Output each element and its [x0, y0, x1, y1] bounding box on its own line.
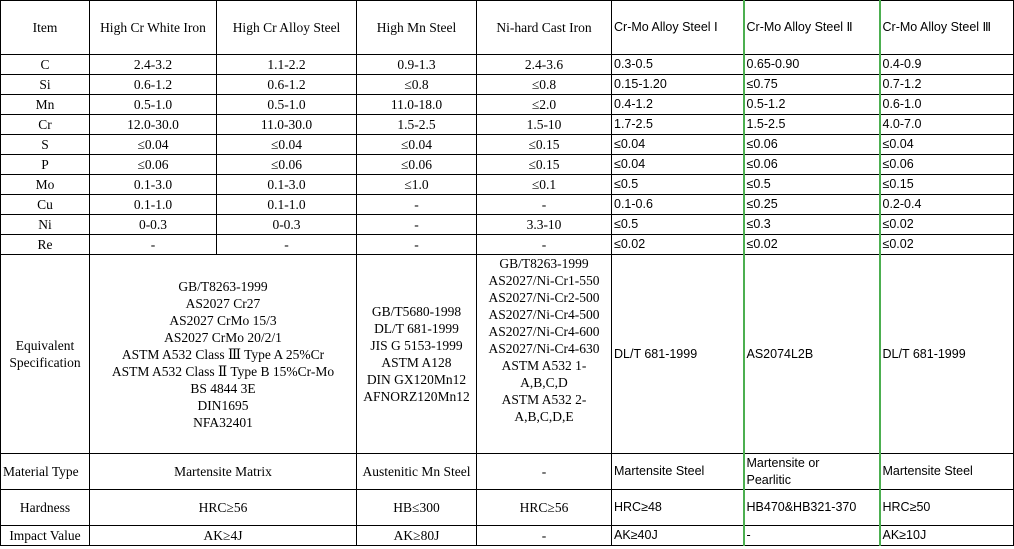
composition-value: ≤1.0 — [357, 175, 477, 195]
high-cr-spec-list: GB/T8263-1999 AS2027 Cr27 AS2027 CrMo 15/3 AS2027 CrMo 20/2/1 ASTM A532 Class Ⅲ Type A 25%Cr ASTM A532 Class Ⅱ Type B 15%Cr-Mo BS 4844 3E DIN1695 NFA32401 — [90, 255, 357, 454]
composition-value: ≤0.8 — [477, 75, 612, 95]
composition-row — [1, 195, 1014, 215]
composition-value: 0-0.3 — [90, 215, 217, 235]
composition-value: ≤0.06 — [744, 155, 880, 175]
value-cell: HRC≥50 — [880, 490, 1014, 526]
composition-row — [1, 55, 1014, 75]
value-cell: AK≥4J — [90, 526, 357, 546]
composition-value: 1.5-2.5 — [357, 115, 477, 135]
composition-value: 0.7-1.2 — [880, 75, 1014, 95]
value-cell: HRC≥56 — [477, 490, 612, 526]
composition-row — [1, 115, 1014, 135]
element-label: Ni — [1, 215, 90, 235]
composition-row — [1, 95, 1014, 115]
value-cell: - — [477, 526, 612, 546]
composition-value: ≤0.75 — [744, 75, 880, 95]
composition-value: 0-0.3 — [217, 215, 357, 235]
composition-value: ≤0.3 — [744, 215, 880, 235]
row-label: Material Type — [1, 454, 90, 490]
value-cell: AK≥80J — [357, 526, 477, 546]
value-cell: - — [744, 526, 880, 546]
composition-value: ≤0.5 — [612, 175, 744, 195]
composition-value: 12.0-30.0 — [90, 115, 217, 135]
composition-value: ≤0.02 — [612, 235, 744, 255]
value-cell: Martensite Matrix — [90, 454, 357, 490]
element-label: Cu — [1, 195, 90, 215]
composition-value: ≤0.02 — [880, 215, 1014, 235]
header-cell: Item — [1, 1, 90, 55]
composition-value: 11.0-18.0 — [357, 95, 477, 115]
element-label: Re — [1, 235, 90, 255]
composition-value: 0.6-1.2 — [217, 75, 357, 95]
composition-value: 0.6-1.0 — [880, 95, 1014, 115]
composition-value: ≤0.04 — [612, 135, 744, 155]
element-label: Mn — [1, 95, 90, 115]
crmo2-spec: AS2074L2B — [744, 255, 880, 454]
crmo1-spec: DL/T 681-1999 — [612, 255, 744, 454]
composition-value: ≤0.15 — [477, 135, 612, 155]
composition-value: ≤0.04 — [217, 135, 357, 155]
value-cell: HRC≥48 — [612, 490, 744, 526]
value-cell: HB470&HB321-370 — [744, 490, 880, 526]
composition-value: ≤0.06 — [217, 155, 357, 175]
element-label: P — [1, 155, 90, 175]
value-cell: Martensite Steel — [880, 454, 1014, 490]
composition-value: ≤0.5 — [612, 215, 744, 235]
composition-value: 0.1-1.0 — [217, 195, 357, 215]
composition-value: ≤0.5 — [744, 175, 880, 195]
value-cell: Martensite or Pearlitic — [744, 454, 880, 490]
composition-value: - — [357, 235, 477, 255]
composition-value: ≤0.06 — [90, 155, 217, 175]
composition-value: ≤0.04 — [880, 135, 1014, 155]
element-label: S — [1, 135, 90, 155]
element-label: Mo — [1, 175, 90, 195]
composition-value: ≤0.06 — [357, 155, 477, 175]
composition-value: 0.4-1.2 — [612, 95, 744, 115]
composition-value: 0.65-0.90 — [744, 55, 880, 75]
composition-row — [1, 175, 1014, 195]
value-cell: Martensite Steel — [612, 454, 744, 490]
value-cell: AK≥10J — [880, 526, 1014, 546]
value-cell: Austenitic Mn Steel — [357, 454, 477, 490]
composition-value: ≤0.06 — [744, 135, 880, 155]
composition-row — [1, 155, 1014, 175]
high-mn-spec-list: GB/T5680-1998 DL/T 681-1999 JIS G 5153-1999 ASTM A128 DIN GX120Mn12 AFNORZ120Mn12 — [357, 255, 477, 454]
header-cell: High Cr Alloy Steel — [217, 1, 357, 55]
composition-value: 1.7-2.5 — [612, 115, 744, 135]
composition-row — [1, 235, 1014, 255]
header-cell: Ni-hard Cast Iron — [477, 1, 612, 55]
composition-value: 1.5-10 — [477, 115, 612, 135]
value-cell: AK≥40J — [612, 526, 744, 546]
header-cell: High Cr White Iron — [90, 1, 217, 55]
composition-value: ≤0.1 — [477, 175, 612, 195]
element-label: Cr — [1, 115, 90, 135]
composition-value: ≤0.8 — [357, 75, 477, 95]
composition-value: 0.1-3.0 — [90, 175, 217, 195]
row-label: Equivalent Specification — [1, 255, 90, 454]
composition-value: ≤0.15 — [477, 155, 612, 175]
composition-value: 0.2-0.4 — [880, 195, 1014, 215]
composition-value: - — [357, 195, 477, 215]
composition-value: 0.1-1.0 — [90, 195, 217, 215]
composition-row — [1, 75, 1014, 95]
composition-value: ≤2.0 — [477, 95, 612, 115]
composition-value: 2.4-3.6 — [477, 55, 612, 75]
composition-value: ≤0.04 — [357, 135, 477, 155]
composition-value: ≤0.25 — [744, 195, 880, 215]
ni-hard-spec-list: GB/T8263-1999 AS2027/Ni-Cr1-550 AS2027/Ni-Cr2-500 AS2027/Ni-Cr4-500 AS2027/Ni-Cr4-600 AS2027/Ni-Cr4-630 ASTM A532 1- A,B,C,D ASTM A532 2- A,B,C,D,E — [477, 255, 612, 454]
hardness-row — [1, 490, 1014, 526]
composition-value: 0.5-1.2 — [744, 95, 880, 115]
composition-row — [1, 135, 1014, 155]
composition-value: 0.9-1.3 — [357, 55, 477, 75]
composition-value: 1.5-2.5 — [744, 115, 880, 135]
element-label: Si — [1, 75, 90, 95]
composition-value: 0.6-1.2 — [90, 75, 217, 95]
header-cell: Cr-Mo Alloy Steel Ⅲ — [880, 1, 1014, 55]
composition-value: - — [357, 215, 477, 235]
composition-value: 2.4-3.2 — [90, 55, 217, 75]
composition-value: ≤0.15 — [880, 175, 1014, 195]
composition-value: - — [90, 235, 217, 255]
composition-value: - — [477, 235, 612, 255]
material-type-row — [1, 454, 1014, 490]
composition-value: 0.5-1.0 — [217, 95, 357, 115]
row-label: Hardness — [1, 490, 90, 526]
composition-value: 0.15-1.20 — [612, 75, 744, 95]
composition-value: 0.4-0.9 — [880, 55, 1014, 75]
value-cell: - — [477, 454, 612, 490]
composition-value: ≤0.06 — [880, 155, 1014, 175]
composition-row — [1, 215, 1014, 235]
composition-value: 0.5-1.0 — [90, 95, 217, 115]
composition-value: 0.3-0.5 — [612, 55, 744, 75]
header-cell: Cr-Mo Alloy Steel Ⅱ — [744, 1, 880, 55]
element-label: C — [1, 55, 90, 75]
composition-value: 4.0-7.0 — [880, 115, 1014, 135]
header-row — [1, 1, 1014, 55]
composition-value: ≤0.02 — [744, 235, 880, 255]
composition-value: 0.1-0.6 — [612, 195, 744, 215]
header-cell: Cr-Mo Alloy Steel Ⅰ — [612, 1, 744, 55]
composition-value: 3.3-10 — [477, 215, 612, 235]
composition-value: ≤0.02 — [880, 235, 1014, 255]
composition-value: ≤0.04 — [90, 135, 217, 155]
value-cell: HRC≥56 — [90, 490, 357, 526]
header-cell: High Mn Steel — [357, 1, 477, 55]
composition-value: ≤0.04 — [612, 155, 744, 175]
composition-value: - — [477, 195, 612, 215]
row-label: Impact Value — [1, 526, 90, 546]
composition-value: 0.1-3.0 — [217, 175, 357, 195]
crmo3-spec: DL/T 681-1999 — [880, 255, 1014, 454]
composition-value: 1.1-2.2 — [217, 55, 357, 75]
value-cell: HB≤300 — [357, 490, 477, 526]
composition-value: - — [217, 235, 357, 255]
equivalent-spec-row — [1, 255, 1014, 454]
composition-value: 11.0-30.0 — [217, 115, 357, 135]
impact-value-row — [1, 526, 1014, 546]
